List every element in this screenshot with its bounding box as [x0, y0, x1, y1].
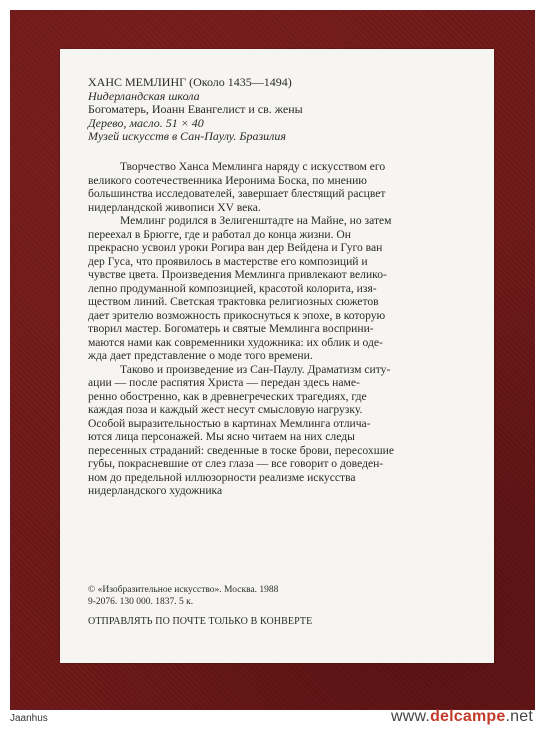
text-line: большинства исследователей, завершает блестящий расцвет — [88, 187, 386, 200]
school-name: Нидерландская школа — [88, 88, 200, 103]
artwork-title: Богоматерь, Иоанн Евангелист и св. жены — [88, 102, 303, 117]
text-line: нидерландской живописи XV века. — [88, 200, 261, 214]
text-line: дер Гуса, что проявилось в мастерстве его композиций и — [88, 254, 368, 268]
text-line: ации — после распятия Христа — передан здесь наме- — [88, 376, 360, 389]
text-line: ются лица персонажей. Мы ясно читаем на них следы — [88, 430, 355, 443]
postcard-back — [60, 49, 494, 663]
text-line: ществом линий. Светская трактовка религиозных сюжетов — [88, 295, 379, 308]
seller-watermark: Jaanhus — [10, 713, 48, 724]
text-line: великого соотечественника Иеронима Боска, по мнению — [88, 173, 367, 187]
print-info: 9-2076. 130 000. 1837. 5 к. — [88, 596, 194, 607]
text-line: Творчество Ханса Мемлинга наряду с искусством его — [120, 160, 386, 173]
text-line: губы, покрасневшие от слез глаза — все говорит о доведен- — [88, 457, 384, 470]
text-line: Мемлинг родился в Зелигенштадте на Майне, но затем — [120, 214, 392, 227]
text-line: лепно продуманной композицией, красотой колорита, изя- — [88, 281, 377, 295]
museum-name: Музей искусств в Сан-Паулу. Бразилия — [88, 129, 286, 144]
description-text — [88, 160, 472, 498]
text-line: ном до предельной иллюзорности реализме искусства — [88, 470, 356, 484]
text-line: маются нами как современники художника: их облик и оде- — [88, 335, 383, 349]
text-line: чувстве цвета. Произведения Мемлинга привлекают велико- — [88, 268, 387, 281]
site-suffix: .net — [505, 708, 533, 725]
text-line: пересенных страданий: сведенные в тоске брови, пересохшие — [88, 443, 395, 457]
text-line: каждая поза и каждый жест несут смысловую нагрузку. — [88, 403, 363, 416]
site-watermark — [391, 708, 533, 726]
mail-note: ОТПРАВЛЯТЬ ПО ПОЧТЕ ТОЛЬКО В КОНВЕРТЕ — [88, 616, 313, 627]
text-line: Таково и произведение из Сан-Паулу. Драматизм ситу- — [120, 362, 391, 376]
site-prefix: www. — [391, 708, 431, 725]
text-line: дает зрителю возможность прикоснуться к эпохе, в которую — [88, 308, 386, 322]
text-line: ренно обостренно, как в древнегреческих трагедиях, где — [88, 389, 367, 403]
text-line: жда дает представление о моде того времени. — [88, 349, 313, 362]
text-line: Особой выразительностью в картинах Мемлинга отлича- — [88, 416, 371, 430]
artwork-medium: Дерево, масло. 51 × 40 — [88, 115, 204, 130]
text-line: переехал в Брюгге, где и работал до конца жизни. Он — [88, 227, 351, 241]
artist-title: ХАНС МЕМЛИНГ (Около 1435—1494) — [88, 75, 292, 89]
artwork-header — [88, 76, 478, 144]
copyright-line: © «Изобразительное искусство». Москва. 1988 — [88, 585, 279, 595]
text-line: нидерландского художника — [88, 484, 223, 497]
publisher-footer — [88, 585, 478, 627]
text-line: прекрасно усвоил уроки Рогира ван дер Вейдена и Гуго ван — [88, 241, 383, 254]
site-brand: delcampe — [430, 708, 506, 725]
text-line: творил мастер. Богоматерь и святые Мемлинга восприни- — [88, 322, 374, 335]
